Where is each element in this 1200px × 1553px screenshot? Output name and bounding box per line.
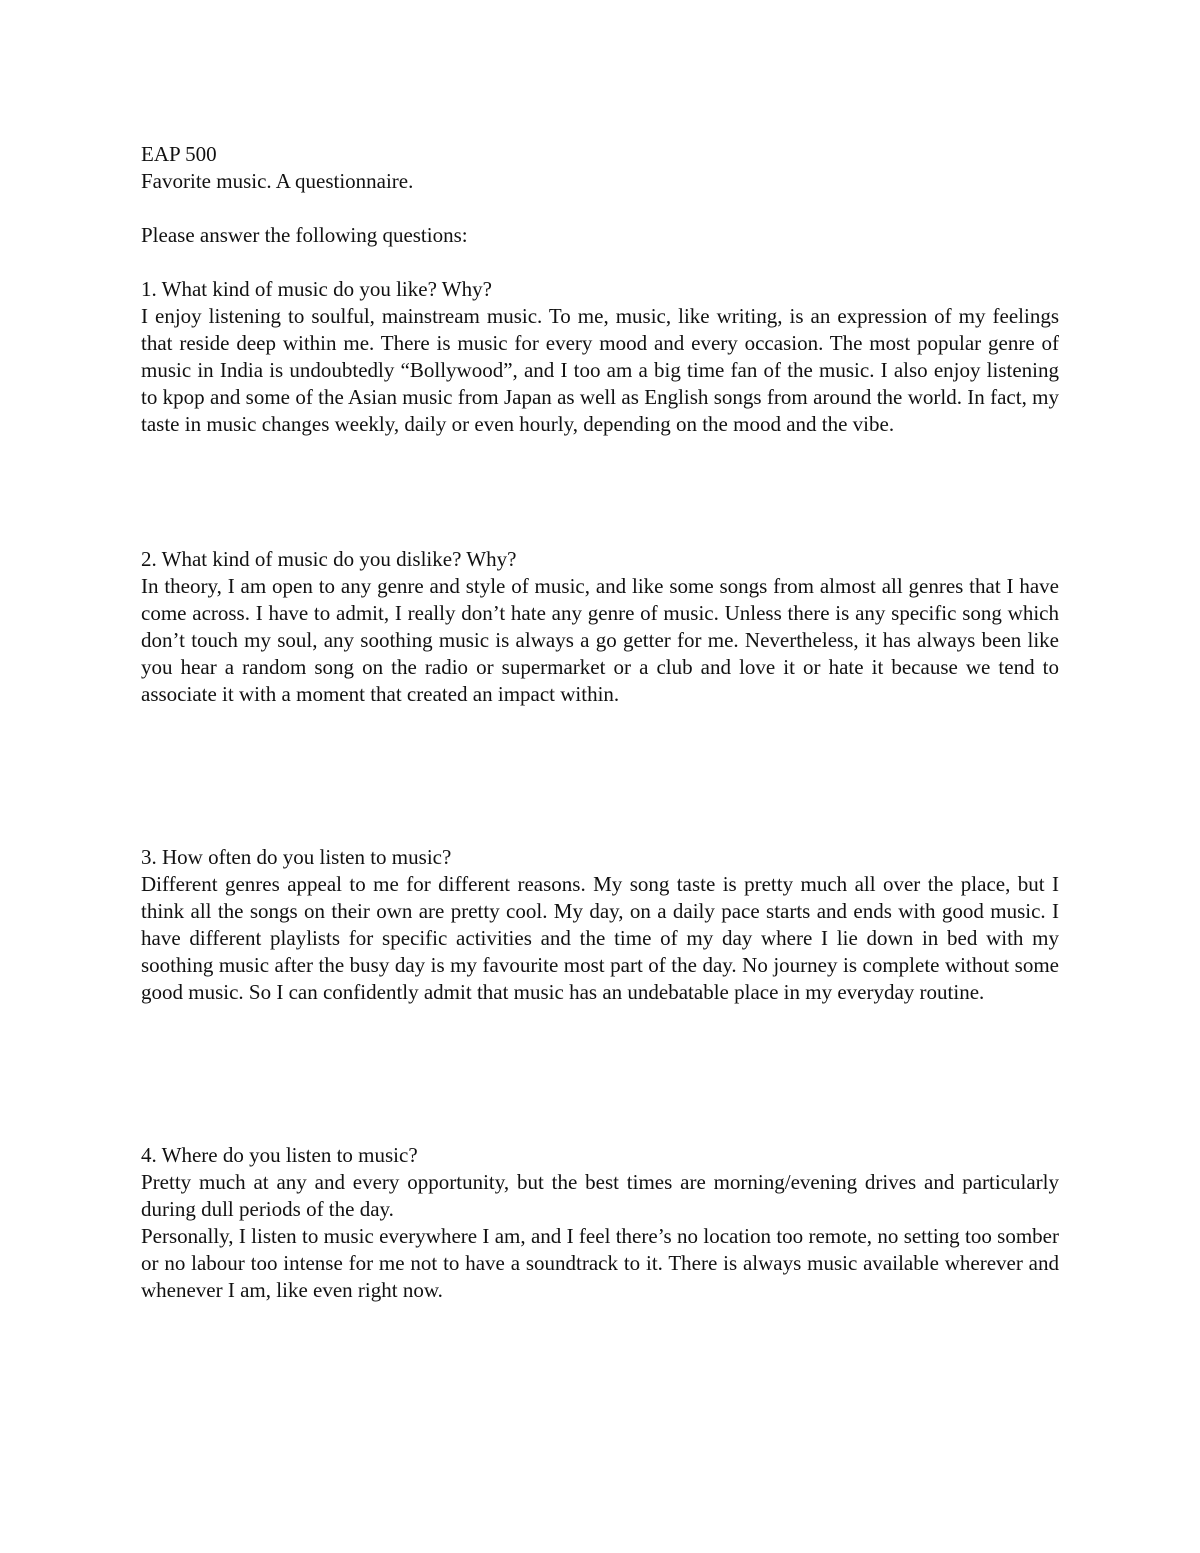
answer-3: Different genres appeal to me for different reasons. My song taste is pretty much all over the place, but I think all the songs on their own are pretty cool. My day, on a daily pace starts and ends with good music. I have different playlists for specific activities and the time of my day where I lie down in bed with my soothing music after the busy day is my favourite most part of the day. No journey is complete without some good music. So I can confidently admit that music has an undebatable place in my everyday routine. [141, 872, 1059, 1004]
instructions: Please answer the following questions: [141, 223, 468, 247]
question-block-2 [141, 546, 1059, 708]
answer-1: I enjoy listening to soulful, mainstream music. To me, music, like writing, is an expression of my feelings that reside deep within me. There is music for every mood and every occasion. The most popular genre of music in India is undoubtedly “Bollywood”, and I too am a big time fan of the music. I also enjoy listening to kpop and some of the Asian music from Japan as well as English songs from around the world. In fact, my taste in music changes weekly, daily or even hourly, depending on the mood and the vibe. [141, 304, 1059, 436]
question-4: 4. Where do you listen to music? [141, 1143, 418, 1167]
course-code: EAP 500 [141, 142, 217, 166]
spacer [141, 708, 1059, 844]
answer-4a: Pretty much at any and every opportunity, but the best times are morning/evening drives and particularly during dull periods of the day. [141, 1170, 1059, 1221]
question-1: 1. What kind of music do you like? Why? [141, 277, 492, 301]
answer-4b: Personally, I listen to music everywhere I am, and I feel there’s no location too remote, no setting too somber or no labour too intense for me not to have a soundtrack to it. There is always music available wherever and whenever I am, like even right now. [141, 1224, 1059, 1302]
question-2: 2. What kind of music do you dislike? Why? [141, 547, 517, 571]
document-page [141, 141, 1059, 1304]
document-title: Favorite music. A questionnaire. [141, 169, 414, 193]
spacer [141, 195, 1059, 222]
question-block-1 [141, 276, 1059, 438]
spacer [141, 249, 1059, 276]
answer-2: In theory, I am open to any genre and style of music, and like some songs from almost all genres that I have come across. I have to admit, I really don’t hate any genre of music. Unless there is any specific song which don’t touch my soul, any soothing music is always a go getter for me. Nevertheless, it has always been like you hear a random song on the radio or supermarket or a club and love it or hate it because we tend to associate it with a moment that created an impact within. [141, 574, 1059, 706]
question-3: 3. How often do you listen to music? [141, 845, 452, 869]
spacer [141, 1006, 1059, 1142]
spacer [141, 438, 1059, 546]
question-block-3 [141, 844, 1059, 1006]
question-block-4 [141, 1142, 1059, 1304]
